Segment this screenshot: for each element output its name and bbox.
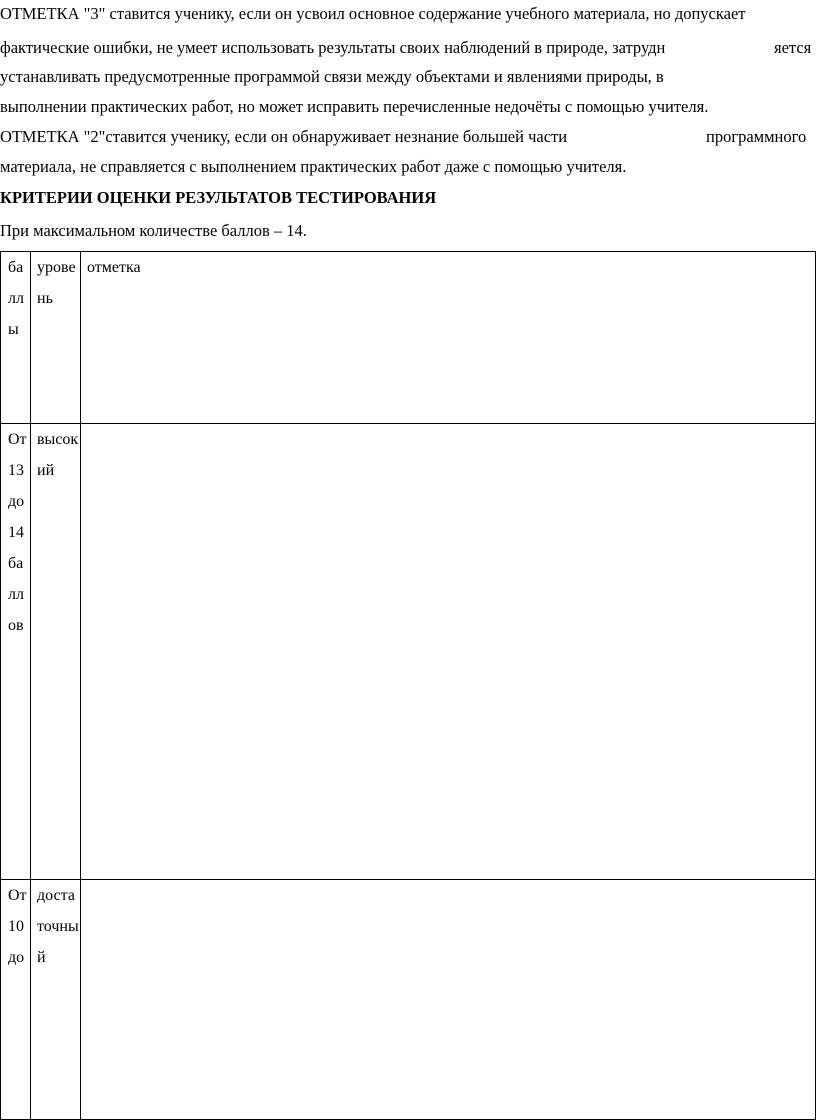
criteria-table bbox=[0, 251, 816, 1120]
row-1-points: От 13 до 14 баллов bbox=[1, 424, 31, 880]
table-header-row bbox=[1, 252, 816, 424]
row-1-mark bbox=[81, 424, 816, 880]
paragraph-grade-3-line-1: ОТМЕТКА "3" ставится ученику, если он усвоил основное содержание учебного материала, но допускает bbox=[0, 4, 746, 23]
paragraph-grade-2-line-2: материала, не справляется с выполнением практических работ даже с помощью учителя. bbox=[0, 157, 627, 176]
row-1-level: высокий bbox=[31, 424, 81, 880]
table-row bbox=[1, 880, 816, 1120]
paragraph-grade-3-line-4: выполнении практических работ, но может исправить перечисленные недочёты с помощью учителя. bbox=[0, 97, 709, 116]
header-cell-points: баллы bbox=[1, 252, 31, 424]
row-2-points: От 10 до bbox=[1, 880, 31, 1120]
table-row bbox=[1, 424, 816, 880]
paragraph-grade-3-line-2-text: фактические ошибки, не умеет использовать результаты своих наблюдений в природе, затрудн bbox=[0, 38, 666, 57]
section-heading: КРИТЕРИИ ОЦЕНКИ РЕЗУЛЬТАТОВ ТЕСТИРОВАНИЯ bbox=[0, 188, 437, 207]
paragraph-grade-3-line-2-tail: яется bbox=[774, 38, 812, 57]
paragraph-grade-2-line-1-tail: программного bbox=[706, 127, 807, 146]
paragraph-grade-3-line-2 bbox=[0, 38, 665, 58]
row-2-mark bbox=[81, 880, 816, 1120]
header-cell-mark: отметка bbox=[81, 252, 816, 424]
header-cell-level: уровень bbox=[31, 252, 81, 424]
row-2-level: достаточный bbox=[31, 880, 81, 1120]
paragraph-grade-2-line-1: ОТМЕТКА "2"ставится ученику, если он обнаруживает незнание большей части bbox=[0, 127, 568, 146]
paragraph-grade-3-line-3: устанавливать предусмотренные программой связи между объектами и явлениями природы, в bbox=[0, 67, 664, 86]
section-subheading: При максимальном количестве баллов – 14. bbox=[0, 221, 307, 240]
